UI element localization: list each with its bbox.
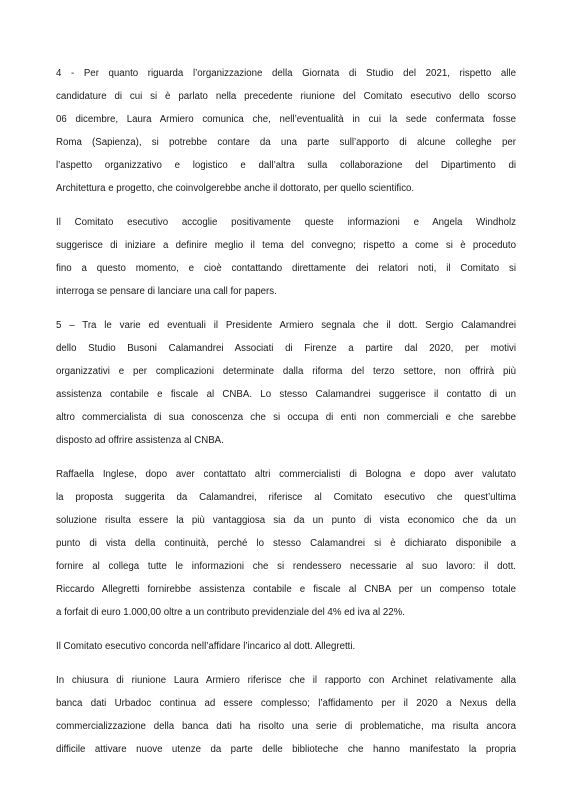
- text-line: punto di vista della continuità, perché lo stesso Calamandrei si è dichiarato disponibile a: [56, 538, 516, 549]
- text-line: In chiusura di riunione Laura Armiero riferisce che il rapporto con Archinet relativamente alla: [56, 675, 516, 686]
- text-line: fino a questo momento, e cioè contattando direttamente dei relatori noti, il Comitato si: [56, 263, 516, 274]
- text-line: Roma (Sapienza), si potrebbe contare da una parte sull’apporto di alcune colleghe per: [56, 137, 516, 148]
- text-line: Riccardo Allegretti fornirebbe assistenza contabile e fiscale al CNBA per un compenso totale: [56, 584, 516, 595]
- text-line: Raffaella Inglese, dopo aver contattato altri commercialisti di Bologna e dopo aver valutato: [56, 469, 516, 480]
- text-line: fornire al collega tutte le informazioni che si rendessero necessarie al suo lavoro: il dott.: [56, 561, 516, 572]
- text-line: difficile attivare nuove utenze da parte delle biblioteche che hanno manifestato la propria: [56, 744, 516, 755]
- text-line: a forfait di euro 1.000,00 oltre a un contributo previdenziale del 4% ed iva al 22%.: [56, 607, 405, 618]
- text-line: commercializzazione della banca dati ha risolto una serie di problematiche, ma risulta ancora: [56, 721, 516, 732]
- text-line: 06 dicembre, Laura Armiero comunica che, nell’eventualità in cui la sede confermata fosse: [56, 114, 516, 125]
- text-line: Architettura e progetto, che coinvolgerebbe anche il dottorato, per quello scientifico.: [56, 183, 415, 194]
- text-line: banca dati Urbadoc continua ad essere complesso; l’affidamento per il 2020 a Nexus della: [56, 698, 516, 709]
- text-line: 5 – Tra le varie ed eventuali il Presidente Armiero segnala che il dott. Sergio Calamandrei: [56, 320, 516, 331]
- text-line: altro commercialista di sua conoscenza che si occupa di enti non commerciali e che sarebbe: [56, 412, 516, 423]
- text-line: disposto ad offrire assistenza al CNBA.: [56, 435, 224, 446]
- text-line: l’aspetto organizzativo e logistico e dall’altra sulla collaborazione del Dipartimento di: [56, 160, 516, 171]
- document-body: [56, 62, 516, 772]
- text-line: soluzione risulta essere la più vantaggiosa sia da un punto di vista economico che da un: [56, 515, 516, 526]
- text-line: interroga se pensare di lanciare una call for papers.: [56, 286, 277, 297]
- text-line: Il Comitato esecutivo concorda nell’affidare l’incarico al dott. Allegretti.: [56, 641, 356, 652]
- text-line: Il Comitato esecutivo accoglie positivamente queste informazioni e Angela Windholz: [56, 217, 516, 228]
- text-line: dello Studio Busoni Calamandrei Associati di Firenze a partire dal 2020, per motivi: [56, 343, 516, 354]
- paragraph: [56, 463, 516, 624]
- paragraph: [56, 669, 516, 761]
- text-line: organizzativi e per complicazioni determinate dalla riforma del terzo settore, non offrirà più: [56, 366, 516, 377]
- paragraph: [56, 314, 516, 452]
- text-line: assistenza contabile e fiscale al CNBA. Lo stesso Calamandrei suggerisce il contatto di un: [56, 389, 516, 400]
- paragraph: [56, 211, 516, 303]
- text-line: candidature di cui si è parlato nella precedente riunione del Comitato esecutivo dello scorso: [56, 91, 516, 102]
- text-line: suggerisce di iniziare a definire meglio il tema del convegno; rispetto a come si è proceduto: [56, 240, 516, 251]
- text-line: la proposta suggerita da Calamandrei, riferisce al Comitato esecutivo che quest’ultima: [56, 492, 516, 503]
- text-line: 4 - Per quanto riguarda l’organizzazione della Giornata di Studio del 2021, rispetto alle: [56, 68, 516, 79]
- paragraph: [56, 635, 516, 658]
- paragraph: [56, 62, 516, 200]
